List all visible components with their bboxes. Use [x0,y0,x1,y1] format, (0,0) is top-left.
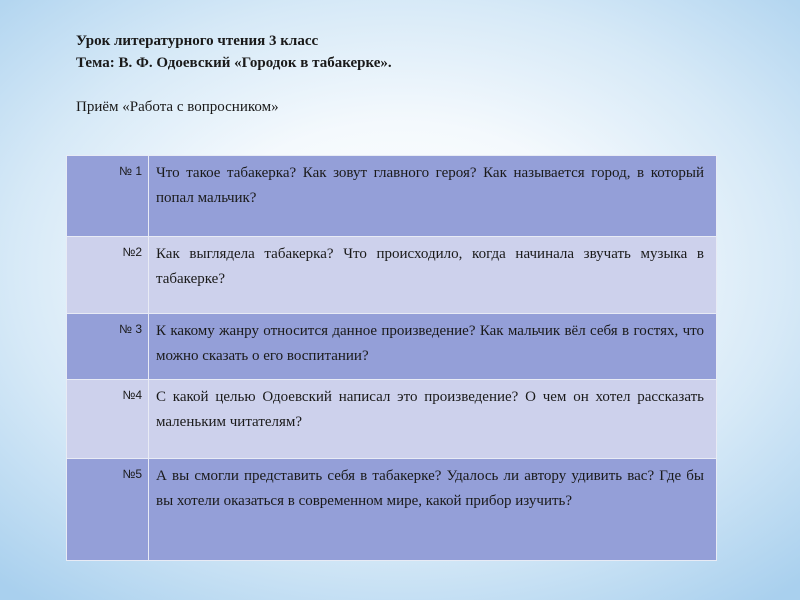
question-text: К какому жанру относится данное произведение? Как мальчик вёл себя в гостях, что можно сказать о его воспитании? [149,314,717,380]
question-text: С какой целью Одоевский написал это произведение? О чем он хотел рассказать маленьким читателям? [149,380,717,459]
questions-table [66,155,717,561]
slide-header [76,30,736,118]
lesson-topic: Тема: В. Ф. Одоевский «Городок в табакерке». [76,55,392,71]
table-row [67,156,717,237]
question-number: №2 [67,237,149,314]
method-label: Приём «Работа с вопросником» [76,99,279,115]
table-row [67,314,717,380]
table-row [67,459,717,561]
lesson-title: Урок литературного чтения 3 класс [76,33,319,49]
question-text: Как выглядела табакерка? Что происходило, когда начинала звучать музыка в табакерке? [149,237,717,314]
question-number: № 3 [67,314,149,380]
table-row [67,237,717,314]
question-number: № 1 [67,156,149,237]
question-number: №5 [67,459,149,561]
question-number: №4 [67,380,149,459]
table-row [67,380,717,459]
question-text: Что такое табакерка? Как зовут главного героя? Как называется город, в который попал мальчик? [149,156,717,237]
question-text: А вы смогли представить себя в табакерке? Удалось ли автору удивить вас? Где бы вы хотели оказаться в современном мире, какой прибор изучить? [149,459,717,561]
